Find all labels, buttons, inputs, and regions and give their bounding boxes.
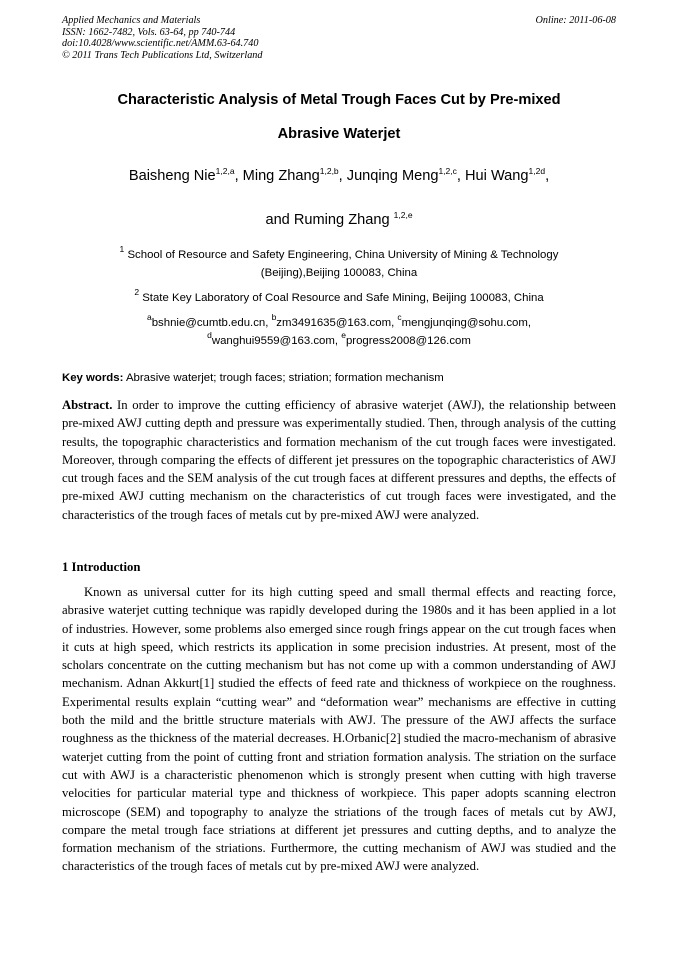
emails-line-2 [30, 330, 648, 347]
keywords-label: Key words: [62, 372, 124, 384]
author-affiliation-sup: 1,2d [528, 166, 546, 176]
author-affiliation-sup: 1,2,b [319, 166, 339, 176]
abstract-text: In order to improve the cutting efficiency of abrasive waterjet (AWJ), the relationship between pre-mixed AWJ cutting depth and pressure was experimentally studied. Then, through analysis of the cutting results, the topographic characteristics and formation mechanism of the cut trough faces were investigated. Moreover, through comparing the effects of different jet pressures on the topographic characteristics of AWJ cut trough faces and the SEM analysis of the cut trough faces at different pressures and depths, the effects of pre-mixed AWJ cutting mechanism on the characteristics of cut trough faces were investigated, and the characteristics of the trough faces of metals cut by pre-mixed AWJ were analyzed. [62, 398, 616, 522]
author-name: and Ruming Zhang [265, 212, 394, 228]
author-separator: , [234, 168, 243, 184]
section-heading-introduction: 1 Introduction [62, 560, 141, 574]
email-sup: e [341, 330, 346, 340]
keywords [62, 372, 616, 384]
emails-line-1 [30, 312, 648, 329]
affiliation-2 [30, 287, 648, 304]
online-date: Online: 2011-06-08 [535, 15, 616, 26]
email-link[interactable]: zm3491635@163.com, [276, 317, 398, 329]
author-affiliation-sup: 1,2,e [393, 210, 413, 220]
journal-header [62, 15, 616, 61]
issn: ISSN: 1662-7482, Vols. 63-64, pp 740-744 [62, 26, 236, 38]
paper-title-line-1: Characteristic Analysis of Metal Trough Faces Cut by Pre-mixed [117, 92, 561, 108]
affiliation-sup: 2 [134, 287, 140, 297]
introduction-paragraph: Known as universal cutter for its high cutting speed and small thermal effects and reacting force, abrasive waterjet cutting technique was rapidly developed during the 1980s and it has been applied in a lot of industries. However, some problems also emerged since rough frings appear on the cut trough faces when it cuts at high speed, which restricts its application in some precision industries. At present, most of the scholars concentrate on the cutting mechanism but has not come up with a common understanding of AWJ mechanism. Adnan Akkurt[1] studied the effects of feed rate and thickness of workpiece on the roughness. Experimental results explain “cutting wear” and “deformation wear” mechanisms are effective in cutting both the mild and the brittle structure materials with AWJ. The pressure of the AWJ affects the surface roughness as the thickness of the material decreases. H.Orbanic[2] studied the macro-mechanism of abrasive waterjet cutting from the point of cutting front and striation formation analysis. The striation on the surface cut with AWJ is a characteristic phenomenon which is strongly present when cutting with high traverse velocities for particular material type and thickness of workpiece. This paper adopts scanning electron microscope (SEM) and topography to analyze the striations of the trough faces of metals cut by AWJ, compare the metal trough face striations at different jet pressures and cutting depths, and to analyze the formation mechanism of the striations. Furthermore, the cutting mechanism of AWJ was studied and the characteristics of the trough faces of metals cut by pre-mixed AWJ were analyzed. [62, 585, 616, 874]
email-link[interactable]: progress2008@126.com [345, 335, 471, 347]
copyright: © 2011 Trans Tech Publications Ltd, Switzerland [62, 49, 263, 61]
author-separator: , [456, 168, 465, 184]
keywords-text: Abrasive waterjet; trough faces; striation; formation mechanism [123, 372, 444, 384]
author-separator: , [338, 168, 347, 184]
affiliation-1-line-2: (Beijing),Beijing 100083, China [260, 267, 418, 279]
authors-line-1 [30, 168, 648, 184]
doi[interactable]: doi:10.4028/www.scientific.net/AMM.63-64.740 [62, 38, 259, 49]
authors-line-2 [30, 212, 648, 228]
email-link[interactable]: bshnie@cumtb.edu.cn, [151, 317, 272, 329]
affiliation-text: State Key Laboratory of Coal Resource and Safe Mining, Beijing 100083, China [139, 292, 544, 304]
abstract-label: Abstract. [62, 398, 113, 412]
affiliation-1-line-1 [30, 244, 648, 261]
journal-name: Applied Mechanics and Materials [62, 15, 201, 26]
email-sup: c [397, 312, 402, 322]
author-separator: , [545, 168, 550, 184]
paper-title-line-2: Abrasive Waterjet [277, 126, 401, 142]
author-affiliation-sup: 1,2,a [215, 166, 235, 176]
affiliation-text: School of Resource and Safety Engineering, China University of Mining & Technology [124, 249, 559, 261]
author-name: Baisheng Nie [128, 168, 216, 184]
abstract [62, 396, 616, 524]
author-affiliation-sup: 1,2,c [438, 166, 457, 176]
email-sup: d [207, 330, 212, 340]
email-sup: a [146, 312, 152, 322]
email-sup: b [271, 312, 277, 322]
author-name: Ming Zhang [242, 168, 320, 184]
author-name: Junqing Meng [346, 168, 439, 184]
email-link[interactable]: wanghui9559@163.com, [211, 335, 342, 347]
author-name: Hui Wang [465, 168, 529, 184]
affiliation-sup: 1 [119, 244, 125, 254]
email-link[interactable]: mengjunqing@sohu.com, [401, 317, 531, 329]
